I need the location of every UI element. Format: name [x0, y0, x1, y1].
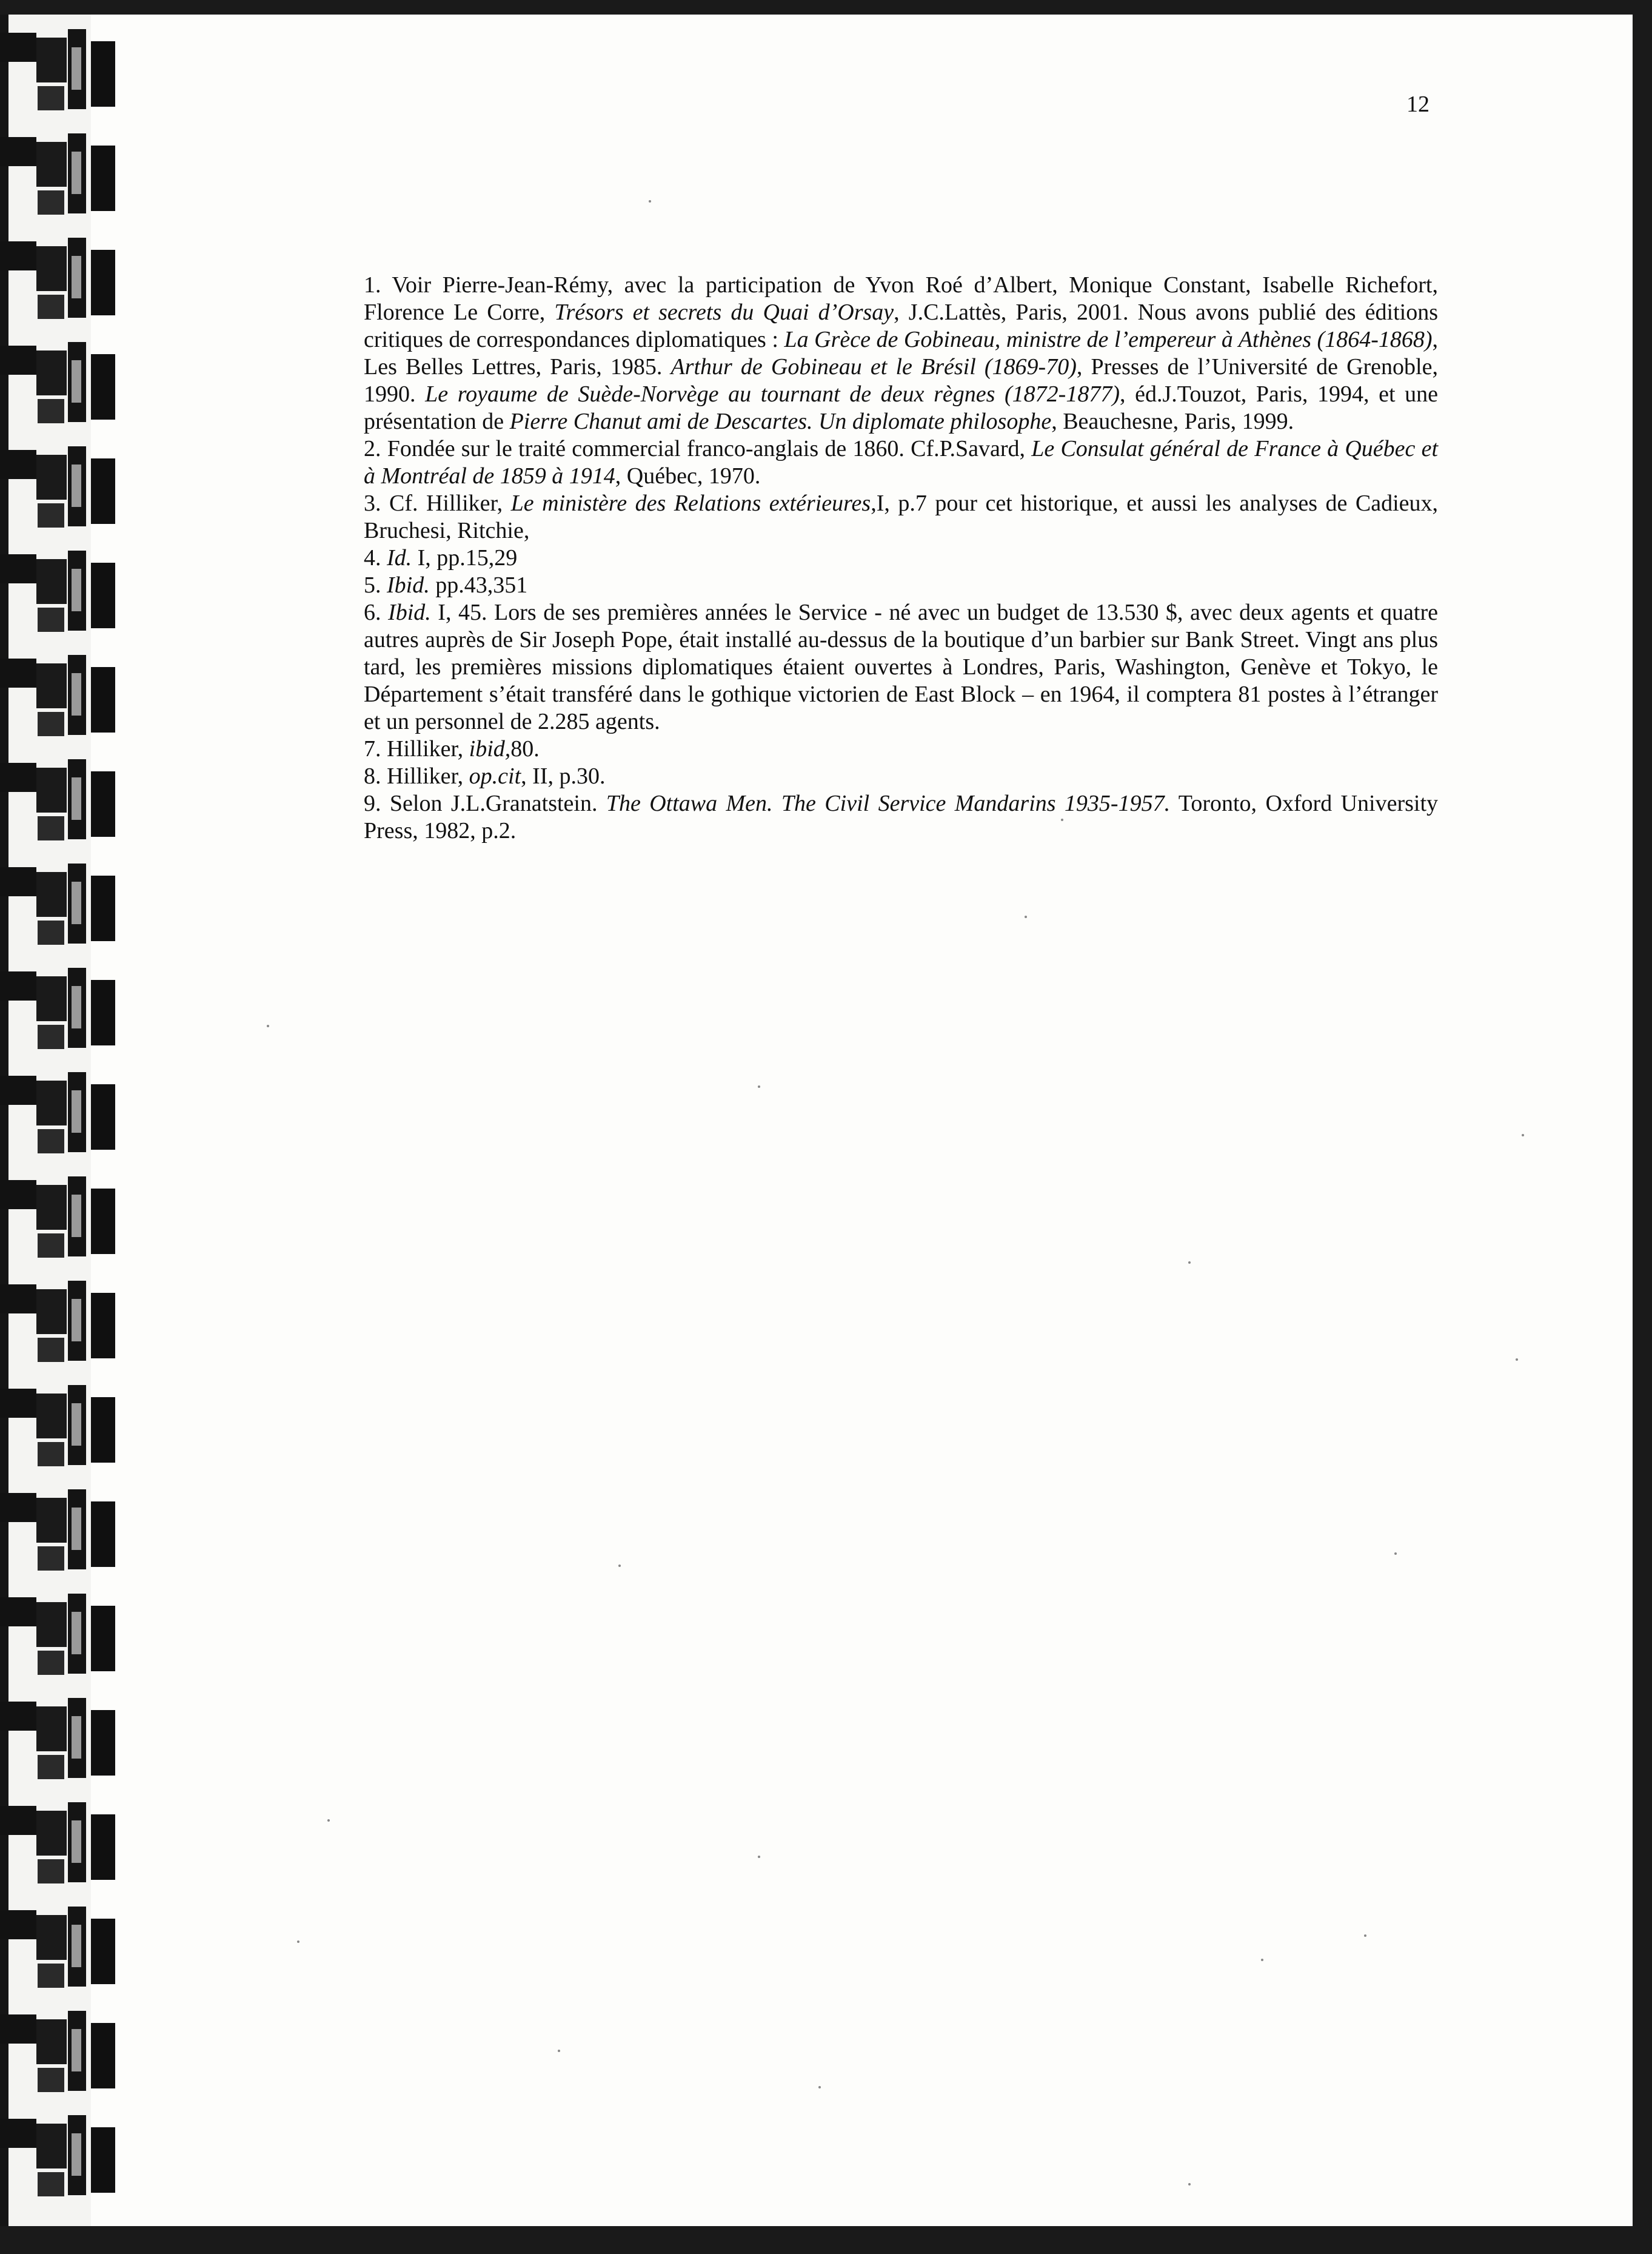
binding-ring — [36, 38, 67, 82]
binding-ring — [36, 1185, 67, 1230]
binding-tooth — [91, 1189, 115, 1254]
footnote-text: , Les Belles Lettres, Paris, 1985. — [364, 327, 1439, 380]
scan-speck — [618, 1565, 621, 1567]
binding-ring — [0, 2119, 36, 2148]
binding-ring — [36, 559, 67, 604]
binding-ring — [36, 768, 67, 813]
scan-speck — [1188, 1261, 1191, 1264]
footnote-title-italic: The Ottawa Men. The Civil Service Mandarins 1935-1957. — [606, 791, 1171, 816]
binding-ring — [38, 295, 64, 319]
footnote-2 — [364, 435, 1438, 490]
binding-ring — [0, 659, 36, 688]
footnote-text: , Québec, 1970. — [615, 463, 761, 489]
footnote-title-italic: Ibid. — [388, 600, 431, 625]
footnote-text: 1. Voir Pierre-Jean-Rémy, avec la participation de Yvon Roé d’Albert, Monique Constant, Isabelle Richefort, Florence Le Corre, — [364, 272, 1438, 325]
binding-tooth — [91, 876, 115, 941]
binding-ring — [36, 455, 67, 500]
binding-ring — [0, 2014, 36, 2044]
comb-binding — [0, 15, 145, 2226]
binding-ring — [38, 816, 64, 840]
binding-ring — [0, 33, 36, 62]
binding-ring — [36, 2019, 67, 2064]
binding-ring — [0, 1284, 36, 1313]
binding-highlight — [72, 1403, 81, 1446]
binding-highlight — [72, 1195, 81, 1237]
binding-tooth — [91, 1293, 115, 1358]
binding-highlight — [72, 986, 81, 1028]
binding-ring — [36, 1498, 67, 1543]
binding-ring — [0, 867, 36, 896]
binding-ring — [38, 503, 64, 528]
binding-ring — [38, 2172, 64, 2196]
binding-ring — [38, 1651, 64, 1675]
scan-speck — [818, 2086, 821, 2088]
binding-ring — [38, 2068, 64, 2092]
binding-tooth — [91, 41, 115, 107]
binding-ring — [0, 241, 36, 270]
binding-ring — [0, 1806, 36, 1835]
binding-tooth — [91, 250, 115, 315]
footnote-title-italic: ibid, — [469, 736, 511, 762]
binding-highlight — [72, 1090, 81, 1133]
binding-tooth — [91, 1606, 115, 1671]
footnote-text: , Presses de l’Université de Grenoble, 1990. — [364, 354, 1438, 407]
footnote-text: 7. Hilliker, — [364, 736, 469, 762]
binding-ring — [38, 1442, 64, 1466]
binding-ring — [38, 1546, 64, 1571]
binding-ring — [38, 1025, 64, 1049]
binding-ring — [38, 1755, 64, 1779]
scan-border-top — [0, 0, 1652, 15]
binding-highlight — [72, 1716, 81, 1759]
binding-tooth — [91, 563, 115, 628]
scan-speck — [758, 1085, 760, 1088]
footnote-5 — [364, 572, 1438, 599]
scan-speck — [649, 200, 651, 203]
binding-ring — [36, 1081, 67, 1125]
binding-tooth — [91, 146, 115, 211]
binding-ring — [38, 1338, 64, 1362]
binding-ring — [0, 1910, 36, 1939]
footnote-text: 9. Selon J.L.Granatstein. — [364, 791, 606, 816]
binding-ring — [36, 1394, 67, 1438]
binding-ring — [36, 2124, 67, 2168]
binding-ring — [38, 921, 64, 945]
binding-highlight — [72, 2133, 81, 2176]
binding-ring — [0, 1702, 36, 1731]
footnote-title-italic: Le ministère des Relations extérieures — [510, 491, 871, 516]
binding-highlight — [72, 256, 81, 298]
binding-ring — [0, 346, 36, 375]
footnote-title-italic: Le Consulat général de France à Québec et à Montréal de 1859 à 1914 — [364, 436, 1439, 489]
footnote-title-italic: Id. — [387, 545, 412, 571]
scan-speck — [1261, 1959, 1263, 1961]
footnote-9 — [364, 790, 1438, 845]
binding-tooth — [91, 980, 115, 1045]
footnote-text: 4. — [364, 545, 387, 571]
footnote-text: 5. — [364, 572, 387, 598]
binding-highlight — [72, 1508, 81, 1550]
binding-highlight — [72, 882, 81, 924]
binding-tooth — [91, 354, 115, 420]
binding-tooth — [91, 2127, 115, 2193]
binding-ring — [0, 763, 36, 792]
binding-tooth — [91, 771, 115, 837]
footnote-title-italic: La Grèce de Gobineau, ministre de l’empereur à Athènes (1864-1868) — [784, 327, 1433, 352]
binding-ring — [36, 246, 67, 291]
binding-tooth — [91, 1397, 115, 1463]
binding-ring — [36, 872, 67, 917]
footnote-text: I, pp.15,29 — [412, 545, 518, 571]
binding-highlight — [72, 1925, 81, 1967]
binding-highlight — [72, 47, 81, 90]
footnote-text: 8. Hilliker, — [364, 763, 469, 789]
footnote-text: Toronto, Oxford University Press, 1982, p.2. — [364, 791, 1438, 844]
scan-border-bottom — [0, 2226, 1652, 2254]
footnote-text: 3. Cf. Hilliker, — [364, 491, 511, 516]
scan-speck — [1364, 1934, 1366, 1937]
binding-ring — [36, 1289, 67, 1334]
binding-highlight — [72, 152, 81, 194]
footnote-4 — [364, 545, 1438, 572]
binding-ring — [38, 1233, 64, 1258]
footnote-title-italic: Trésors et secrets du Quai d’Orsay — [554, 300, 894, 325]
footnote-text: I, 45. Lors de ses premières années le Service - né avec un budget de 13.530 $, avec deux agents et quatre autres auprès de Sir Joseph Pope, était installé au-dessus de la boutique d’un barbier sur Bank Street. Vingt ans plus tard, les premières missions diplomatiques étaient ouvertes à Londres, Paris, Washington, Genève et Tokyo, le Département s’était transféré dans le gothique victorien de East Block – en 1964, il comptera 81 postes à l’étranger et un personnel de 2.285 agents. — [364, 600, 1439, 734]
scan-speck — [1025, 916, 1027, 918]
footnote-8 — [364, 763, 1438, 790]
binding-ring — [0, 1180, 36, 1209]
footnote-text: 6. — [364, 600, 389, 625]
binding-ring — [38, 86, 64, 110]
scan-speck — [1516, 1358, 1518, 1361]
binding-ring — [0, 1597, 36, 1626]
binding-ring — [38, 190, 64, 215]
footnote-title-italic: Arthur de Gobineau et le Brésil (1869-70) — [670, 354, 1077, 380]
binding-tooth — [91, 2023, 115, 2088]
footnote-6 — [364, 599, 1438, 736]
binding-ring — [0, 137, 36, 166]
scan-speck — [1061, 819, 1063, 821]
binding-ring — [38, 1859, 64, 1883]
binding-ring — [36, 663, 67, 708]
binding-highlight — [72, 777, 81, 820]
footnote-title-italic: op.cit — [469, 763, 521, 789]
binding-ring — [0, 450, 36, 479]
binding-ring — [36, 1602, 67, 1647]
scan-speck — [1188, 2183, 1191, 2185]
binding-ring — [38, 399, 64, 423]
binding-highlight — [72, 1612, 81, 1654]
binding-ring — [36, 1706, 67, 1751]
scan-speck — [1522, 1134, 1524, 1136]
binding-ring — [36, 142, 67, 187]
binding-ring — [0, 1389, 36, 1418]
footnote-title-italic: Pierre Chanut ami de Descartes. Un diplomate philosophe — [509, 409, 1052, 434]
binding-tooth — [91, 1919, 115, 1984]
binding-ring — [36, 976, 67, 1021]
binding-highlight — [72, 673, 81, 716]
binding-highlight — [72, 569, 81, 611]
binding-tooth — [91, 1814, 115, 1880]
binding-tooth — [91, 458, 115, 524]
footnote-text: ,I, p.7 pour cet historique, et aussi les analyses de Cadieux, Bruchesi, Ritchie, — [364, 491, 1439, 543]
binding-ring — [38, 608, 64, 632]
scan-speck — [558, 2050, 560, 2052]
footnote-title-italic: Le royaume de Suède-Norvège au tournant de deux règnes (1872-1877) — [425, 381, 1120, 407]
binding-highlight — [72, 2029, 81, 2071]
binding-tooth — [91, 1084, 115, 1150]
footnotes — [364, 272, 1438, 845]
footnote-text: , éd.J.Touzot, Paris, 1994, et une présentation de — [364, 381, 1439, 434]
binding-highlight — [72, 360, 81, 403]
footnote-3 — [364, 490, 1438, 545]
binding-highlight — [72, 1299, 81, 1341]
scan-border-right — [1633, 0, 1652, 2254]
footnote-title-italic: Ibid. — [387, 572, 430, 598]
binding-tooth — [91, 1501, 115, 1567]
binding-ring — [38, 712, 64, 736]
binding-ring — [0, 971, 36, 1001]
binding-ring — [0, 1076, 36, 1105]
footnote-7 — [364, 736, 1438, 763]
footnote-text: , J.C.Lattès, Paris, 2001. Nous avons publié des éditions critiques de correspondances diplomatiques : — [364, 300, 1438, 352]
scan-speck — [1394, 1552, 1397, 1555]
scan-speck — [267, 1025, 269, 1027]
page-number: 12 — [1406, 92, 1430, 117]
scan-speck — [758, 1856, 760, 1858]
binding-ring — [36, 351, 67, 395]
binding-highlight — [72, 465, 81, 507]
footnote-text: , Beauchesne, Paris, 1999. — [1051, 409, 1294, 434]
binding-highlight — [72, 1820, 81, 1863]
binding-ring — [0, 1493, 36, 1522]
binding-ring — [36, 1915, 67, 1960]
footnote-text: 2. Fondée sur le traité commercial franco-anglais de 1860. Cf.P.Savard, — [364, 436, 1032, 461]
footnote-text: , II, p.30. — [521, 763, 606, 789]
binding-ring — [38, 1964, 64, 1988]
scan-speck — [297, 1940, 299, 1943]
footnote-1 — [364, 272, 1438, 435]
footnote-text: 80. — [510, 736, 540, 762]
binding-tooth — [91, 1710, 115, 1776]
binding-ring — [36, 1811, 67, 1856]
binding-ring — [0, 554, 36, 583]
binding-ring — [38, 1129, 64, 1153]
scan-speck — [327, 1819, 330, 1822]
binding-tooth — [91, 667, 115, 733]
footnote-text: pp.43,351 — [429, 572, 528, 598]
